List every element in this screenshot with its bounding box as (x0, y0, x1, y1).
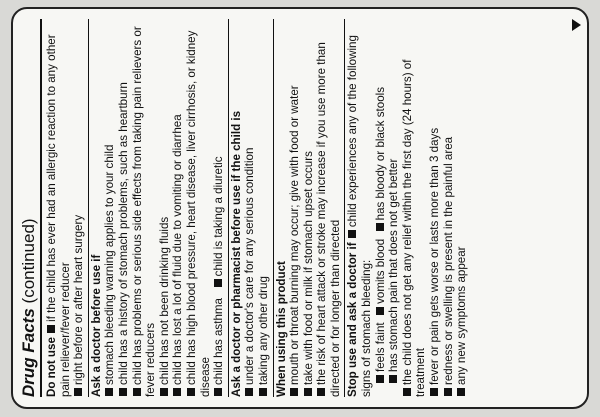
bullet-icon (376, 307, 384, 315)
stop-use-sign: vomits blood (373, 238, 387, 304)
ask-doctor-item: child is taking a diuretic (212, 156, 226, 277)
stop-use-item: any new symptoms appear (455, 246, 469, 385)
bullet-icon (376, 375, 384, 383)
do-not-use-item: right before or after heart surgery (72, 214, 86, 385)
stop-use-intro: child experiences any of the following signs of stomach bleeding: (346, 35, 374, 397)
bullet-icon (317, 388, 325, 396)
ask-doctor-item: stomach bleeding warning applies to your child (103, 144, 117, 385)
ask-doctor-item: child has a history of stomach problems, such as heartburn (116, 82, 130, 385)
bullet-icon (47, 325, 55, 333)
do-not-use-item: if the child has ever had an allergic reaction to any other pain reliever/fever reducer (45, 34, 72, 397)
bullet-icon (119, 388, 127, 396)
bullet-icon (214, 388, 222, 396)
bullet-icon (105, 388, 113, 396)
ask-doctor-item: child has not been drinking fluids (157, 216, 171, 385)
stop-use-item: redness or swelling is present in the painful area (441, 136, 455, 385)
bullet-icon (403, 388, 411, 396)
do-not-use-heading: Do not use (45, 337, 58, 397)
ask-pharmacist-section (229, 19, 274, 397)
bullet-icon (457, 388, 465, 396)
bullet-icon (133, 388, 141, 396)
label-title-suffix: (continued) (19, 218, 38, 304)
bullet-icon (430, 388, 438, 396)
stop-use-section (345, 19, 470, 397)
bullet-icon (173, 388, 181, 396)
bullet-icon (259, 388, 267, 396)
ask-pharmacist-heading: Ask a doctor or pharmacist before use if the child is (229, 110, 243, 397)
when-using-item: the risk of heart attack or stroke may increase if you use more than directed or for longer than directed (315, 42, 342, 397)
continue-arrow-icon (572, 19, 581, 31)
stop-use-item: the child does not get any relief within the first day (24 hours) of treatment (400, 59, 428, 397)
drug-facts-label (11, 7, 589, 409)
ask-doctor-section (89, 19, 229, 397)
bullet-icon (214, 279, 222, 287)
bullet-icon (376, 223, 384, 231)
bullet-icon (290, 388, 298, 396)
bullet-icon (389, 375, 397, 383)
stop-use-sign: has bloody or black stools (373, 86, 387, 221)
when-using-item: take with food or milk if stomach upset occurs (301, 151, 315, 385)
stop-use-sign: feels faint (373, 322, 387, 372)
label-title: Drug Facts (19, 308, 38, 397)
stop-use-item: fever or pain gets worse or lasts more than 3 days (428, 127, 442, 385)
bullet-icon (160, 388, 168, 396)
ask-doctor-heading: Ask a doctor before use if (89, 254, 103, 397)
ask-doctor-item: child has high blood pressure, heart disease, liver cirrhosis, or kidney disease (184, 30, 212, 397)
stop-use-sign: has stomach pain that does not get better (387, 158, 401, 372)
bullet-icon (245, 388, 253, 396)
bullet-icon (348, 230, 356, 238)
ask-doctor-item: child has lost a lot of fluid due to vomiting or diarrhea (171, 114, 185, 385)
ask-doctor-item: child has asthma (212, 298, 226, 385)
label-header (19, 19, 42, 397)
do-not-use-section (44, 19, 89, 397)
bullet-icon (304, 388, 312, 396)
ask-pharmacist-item: under a doctor's care for any serious condition (243, 147, 257, 385)
bullet-icon (74, 388, 82, 396)
bullet-icon (444, 388, 452, 396)
ask-pharmacist-item: taking any other drug (256, 276, 270, 385)
when-using-heading: When using this product (274, 261, 288, 397)
when-using-item: mouth or throat burning may occur; give with food or water (288, 85, 302, 385)
when-using-section (274, 19, 346, 397)
ask-doctor-item: child has problems or serious side effects from taking pain relievers or fever reducers (130, 26, 158, 397)
bullet-icon (187, 388, 195, 396)
stop-use-heading: Stop use and ask a doctor if (346, 242, 360, 397)
